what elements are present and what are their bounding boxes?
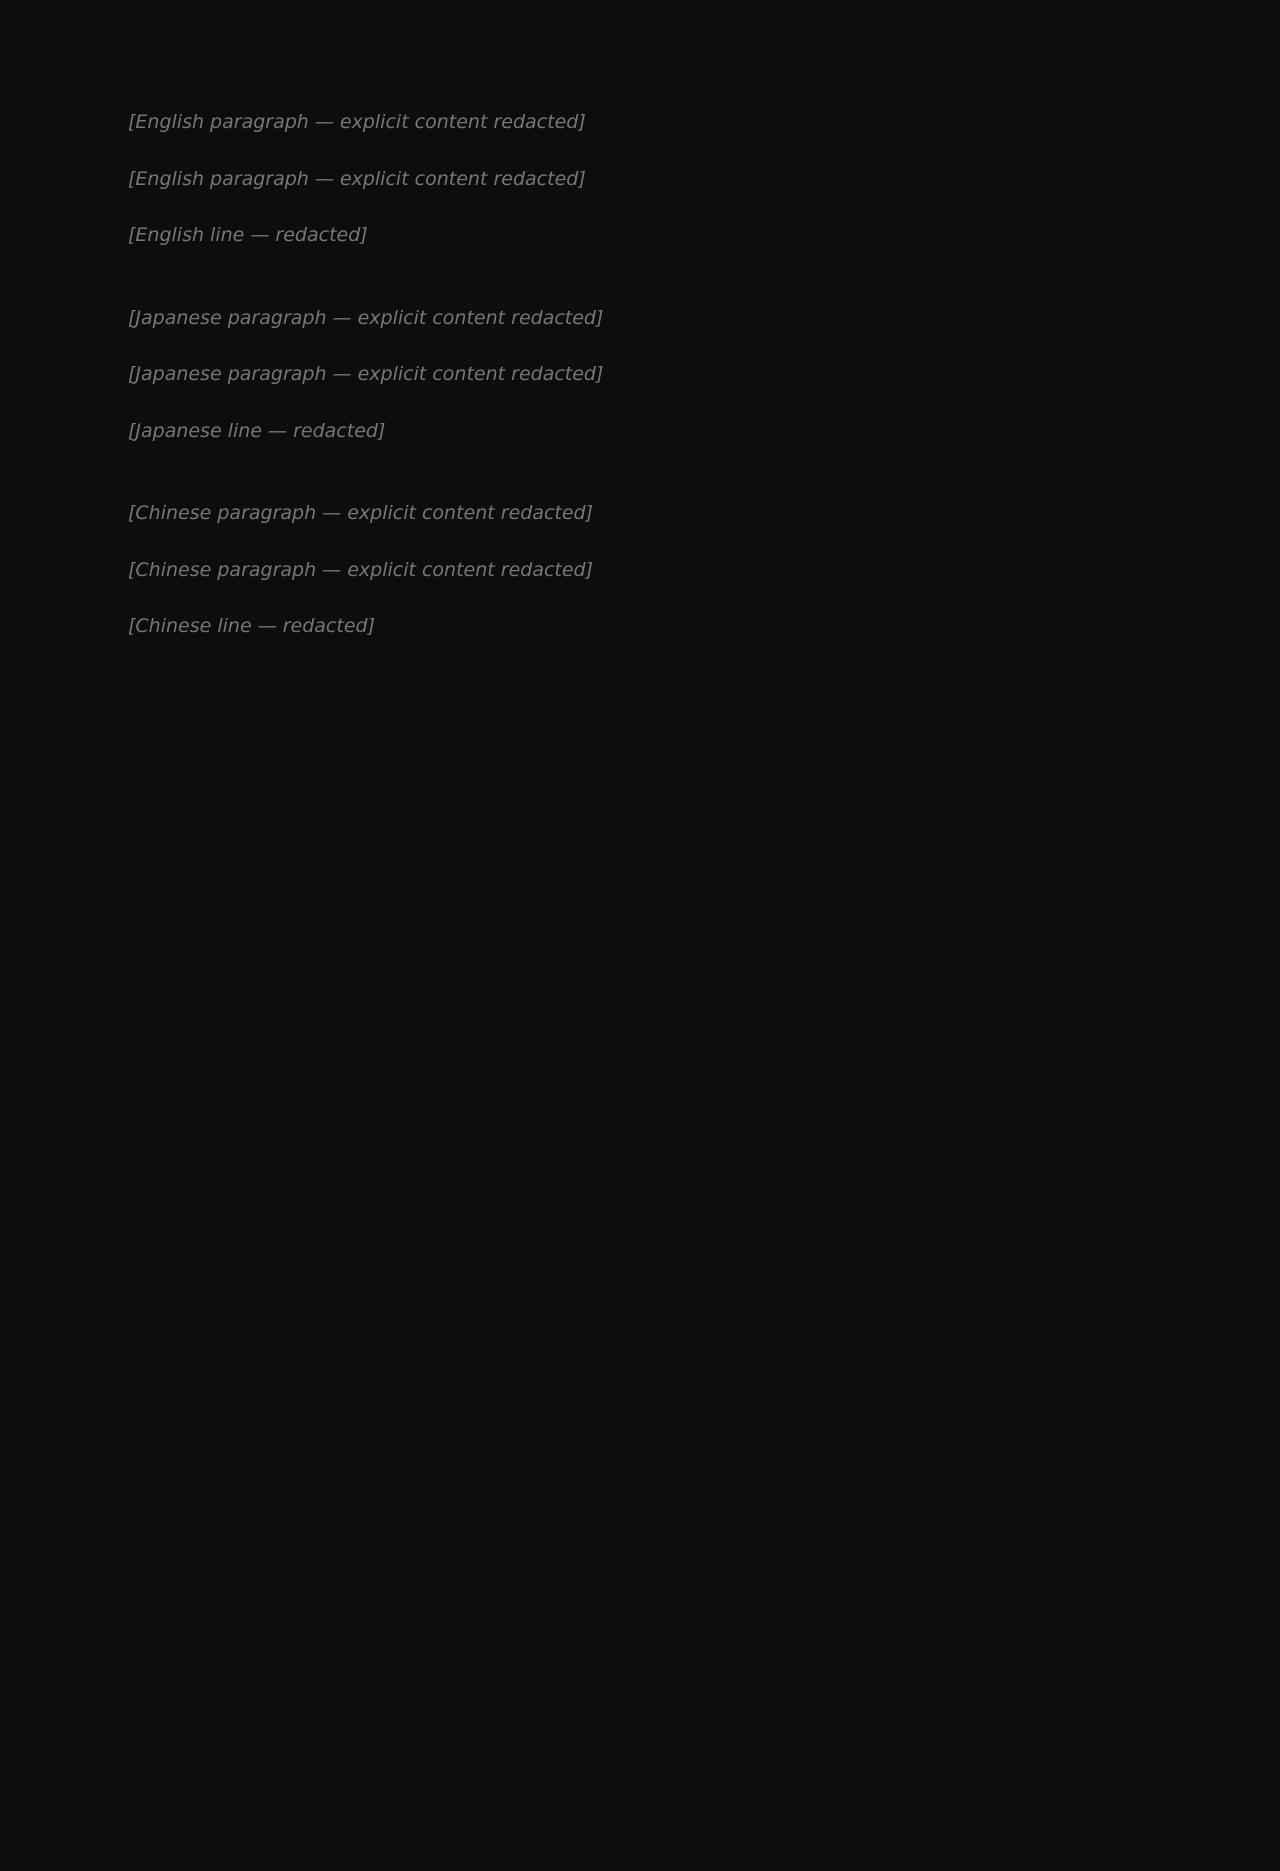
paragraph: [Japanese paragraph — explicit content redacted] <box>128 306 604 329</box>
paragraph: [Chinese paragraph — explicit content redacted] <box>128 558 594 581</box>
section-divider <box>128 473 1120 499</box>
paragraph: [Japanese line — redacted] <box>128 419 386 442</box>
paragraph: [Chinese line — redacted] <box>128 615 375 637</box>
section-english <box>128 108 1120 250</box>
section-chinese <box>128 499 1120 641</box>
paragraph: [English line — redacted] <box>128 224 368 246</box>
paragraph: [Chinese paragraph — explicit content redacted] <box>128 502 594 524</box>
section-japanese <box>128 304 1120 446</box>
paragraph: [Japanese paragraph — explicit content redacted] <box>128 363 604 385</box>
paragraph: [English paragraph — explicit content redacted] <box>128 167 586 190</box>
section-divider <box>128 278 1120 304</box>
paragraph: [English paragraph — explicit content redacted] <box>128 111 586 133</box>
